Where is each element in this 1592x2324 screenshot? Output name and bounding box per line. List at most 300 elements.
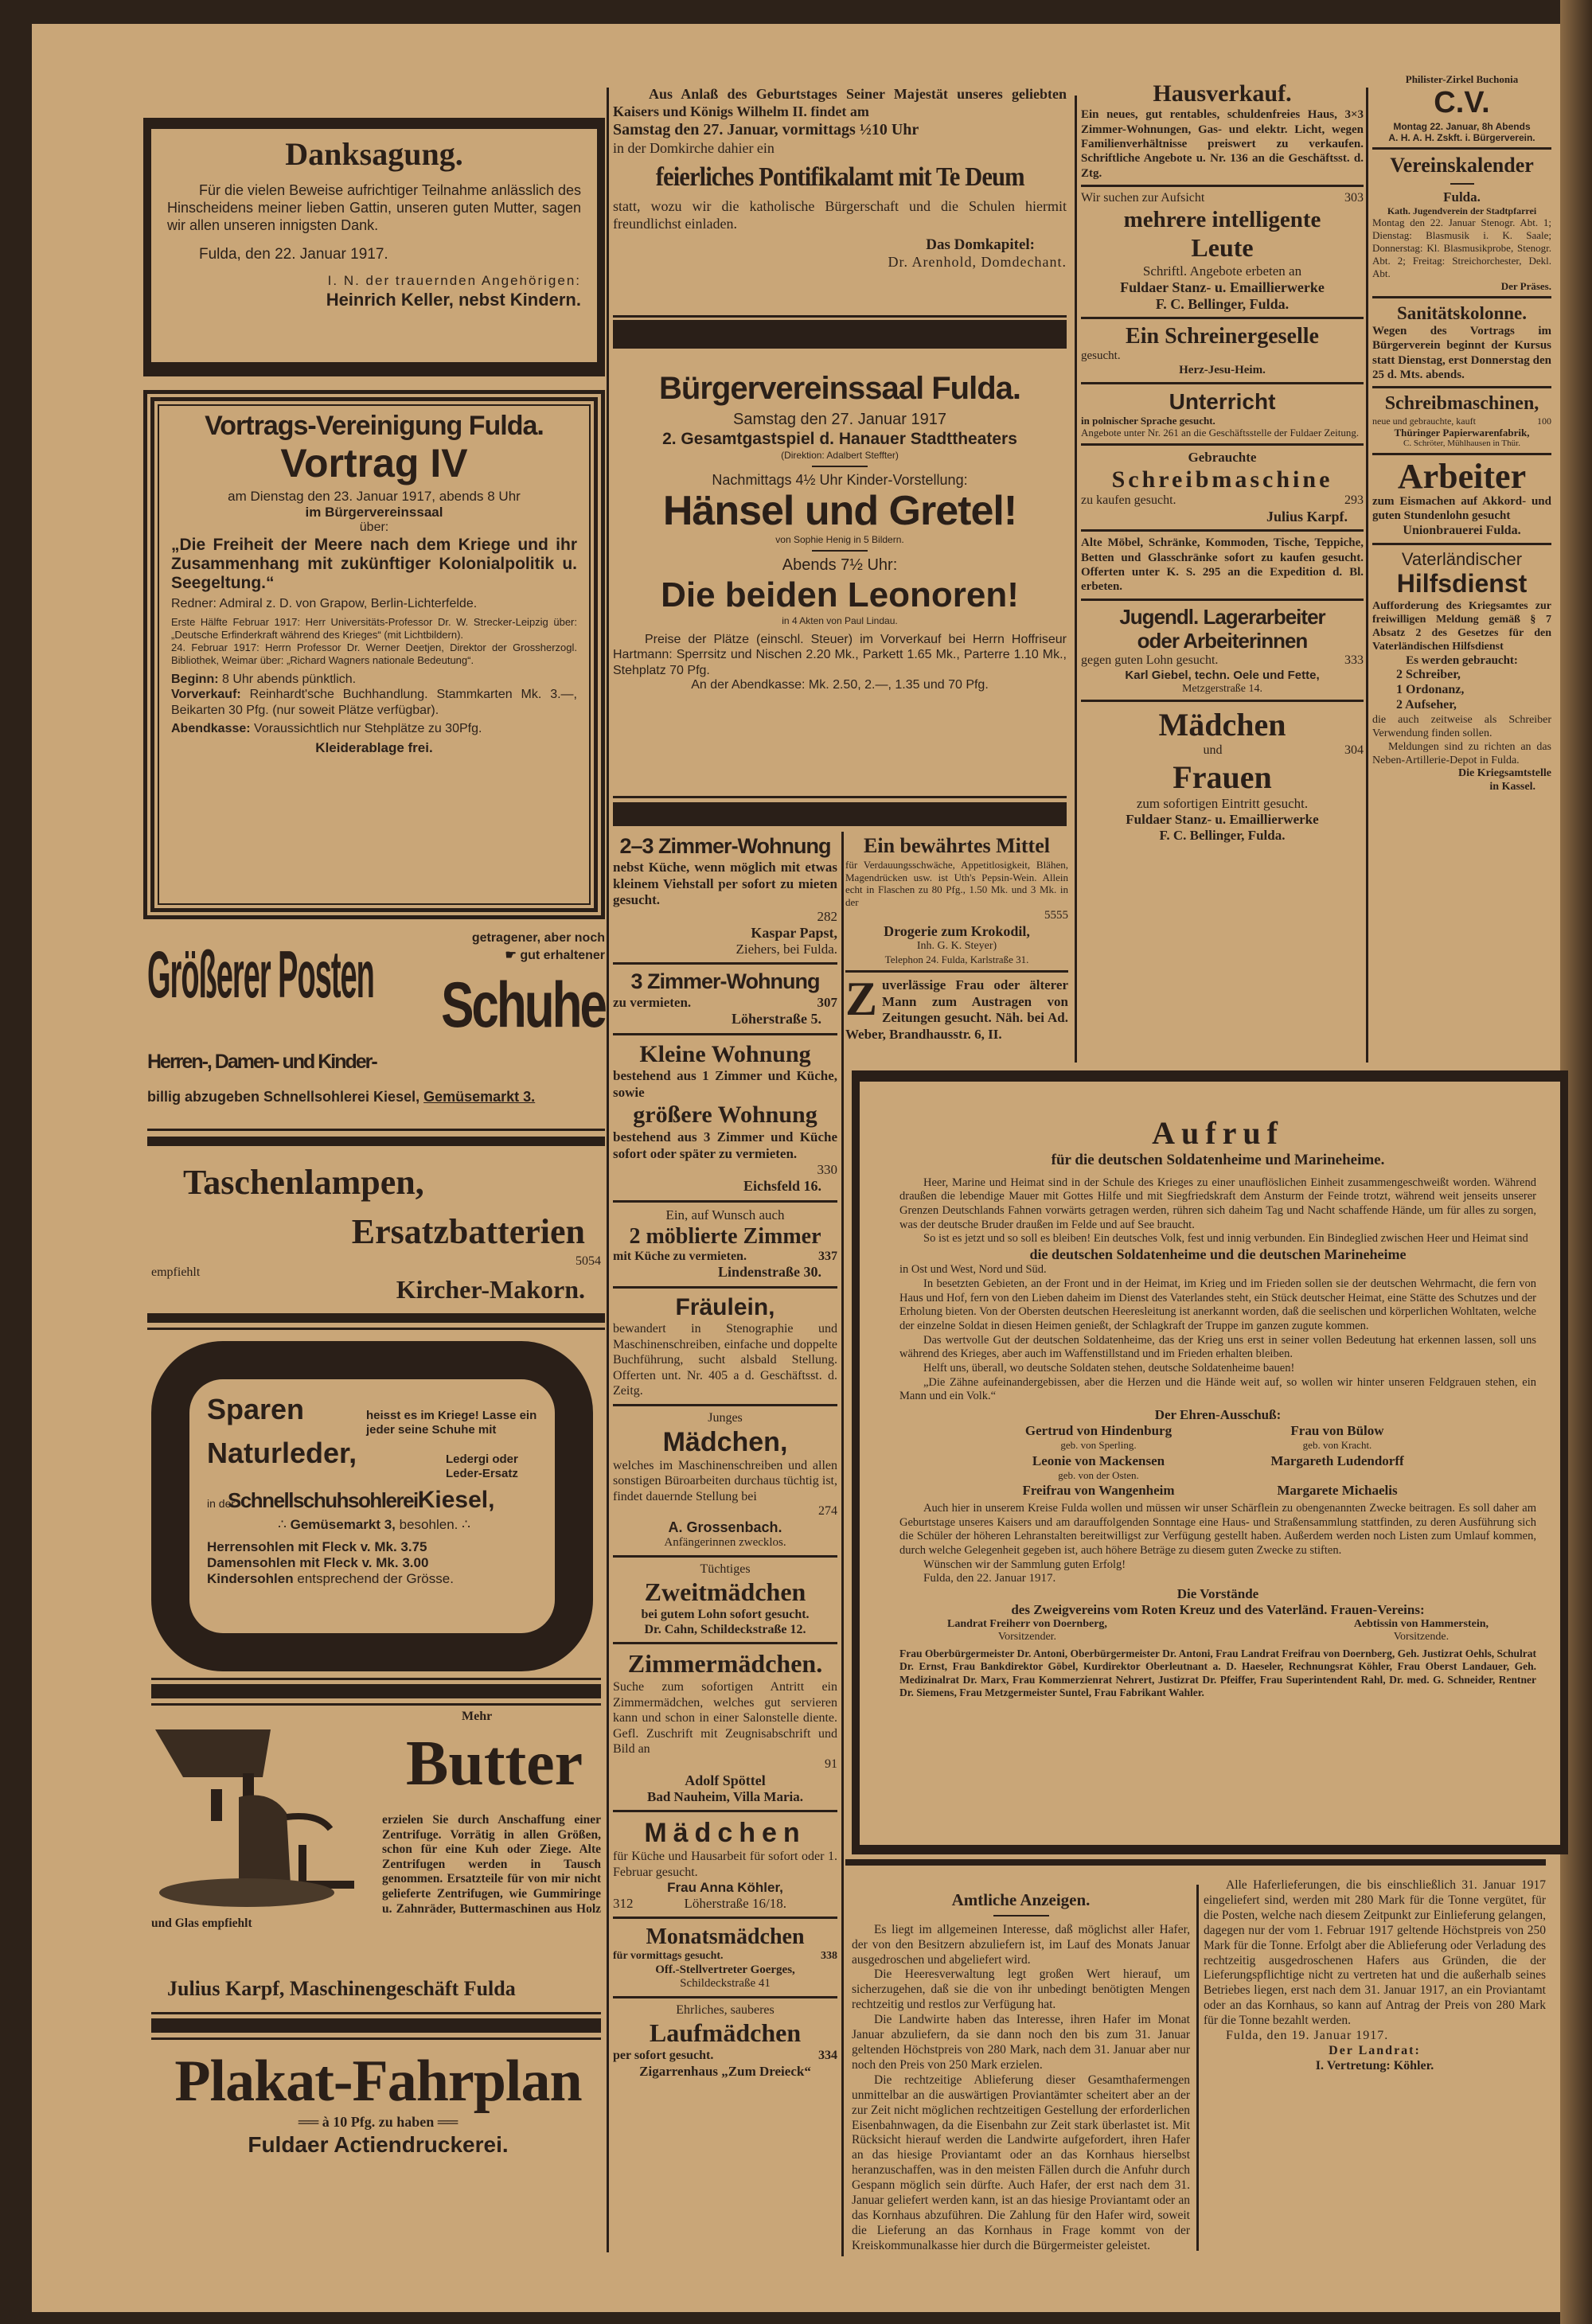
vortrag-org: Vortrags-Vereinigung Fulda.	[205, 411, 544, 441]
ad-number: 307	[817, 995, 837, 1011]
schuhe-ad	[147, 931, 605, 1122]
danksagung-signoff: I. N. der trauernden Angehörigen:	[327, 273, 581, 289]
taschenlampen-firm: Kircher-Makorn.	[396, 1275, 585, 1304]
ad-body: zu vermieten.	[613, 995, 692, 1011]
ad-signature: Dr. Cahn, Schildeckstraße 12.	[644, 1622, 806, 1636]
zeitung-initial: Z	[845, 972, 878, 1025]
ad-title: Fräulein,	[675, 1293, 775, 1320]
amtlich-right	[1204, 1878, 1546, 2074]
column-3	[1081, 80, 1364, 844]
kalender-title: Vereinskalender	[1390, 154, 1534, 177]
ad-title: 2 möblierte Zimmer	[629, 1223, 821, 1249]
kalender-city: Fulda.	[1443, 189, 1481, 205]
sparen-inder: in der	[207, 1496, 236, 1510]
ad-body: zu kaufen gesucht.	[1081, 493, 1176, 508]
divider	[151, 2037, 601, 2040]
classified-ad	[613, 834, 837, 957]
divider	[993, 1915, 1049, 1917]
ad-title: Jugendl. Lagerarbeiter	[1119, 604, 1325, 629]
ad-address: C. Schröter, Mühlhausen in Thür.	[1403, 439, 1520, 449]
ad-title: Laufmädchen	[649, 2018, 802, 2047]
butter-body: erzielen Sie durch Anschaffung einer Zentrifuge. Vorrätig in allen Größen, schon für eine Kuh oder Ziege. Alte Zentrifugen werden in Tausch genommen. Ersatzteile für von mir nicht gelieferte Zentrifugen, wie Gummiringe u. Zahnräder, Buttermaschinen aus Holz und Glas empfiehlt	[151, 1813, 601, 1931]
pointing-hand-icon: ☛	[505, 949, 521, 962]
divider	[613, 1555, 837, 1558]
sparen-address: Gemüsemarkt 3,	[290, 1517, 396, 1533]
ad-number: 333	[1344, 653, 1364, 667]
divider	[1372, 453, 1551, 455]
kaiser-sig-1: Das Domkapitel:	[926, 236, 1035, 253]
mittel-ad	[845, 834, 1068, 1043]
ad-need: Es werden gebraucht:	[1406, 653, 1518, 667]
ad-body-2: Angebote unter Nr. 261 an die Geschäftsstelle der Fuldaer Zeitung.	[1081, 427, 1360, 439]
cv-arc-text: Philister-Zirkel Buchonia	[1405, 73, 1519, 85]
schuhe-line: Herren-, Damen- und Kinder-	[147, 1051, 377, 1073]
column-divider	[841, 832, 844, 2256]
divider	[812, 466, 868, 467]
ad-signature: Herz-Jesu-Heim.	[1179, 363, 1266, 376]
ad-body: Suche zum sofortigen Antritt ein Zimmermädchen, welches gut servieren kann und schon in einer Salonstelle diente. Gefl. Zuschrift mit Zeugnisabschrift und Bild an	[613, 1680, 837, 1757]
classified-ad	[613, 1649, 837, 1804]
ad-title: Mädchen	[644, 1817, 806, 1848]
schuhe-sub: billig abzugeben Schnellsohlerei Kiesel,	[147, 1089, 420, 1105]
divider	[613, 1917, 837, 1919]
theater-ad	[613, 370, 1067, 693]
divider	[613, 1404, 837, 1406]
ad-title: Schreibmaschinen,	[1384, 393, 1539, 415]
column-divider	[607, 88, 609, 2252]
ad-number: 282	[817, 909, 837, 925]
classified-ad	[613, 2003, 837, 2080]
ad-body: Wegen des Vortrags im Bürgerverein beginnt der Kursus statt Dienstag, erst Donnerstag den 25 d. Mts. abends.	[1372, 325, 1551, 381]
ad-body: zum Eismachen auf Akkord- und guten Stundenlohn gesucht	[1372, 495, 1551, 523]
hausverkauf-ad	[1081, 80, 1364, 181]
sanitaet-ad	[1372, 302, 1551, 382]
hilfsdienst-ad	[1372, 549, 1551, 794]
divider	[147, 1328, 605, 1330]
sparen-ledergi: Ledergi oder	[446, 1452, 518, 1467]
ad-body: gegen guten Lohn gesucht.	[1081, 653, 1219, 667]
kaiser-sig-2: Dr. Arenhold, Domdechant.	[888, 254, 1067, 271]
committee-list	[979, 1423, 1457, 1499]
mittel-body: für Verdauungsschwäche, Appetitlosigkeit, Blähen, Magendrücken usw. ist Uth's Pepsin-Wein. Allein echt in Flaschen zu 80 Pfg., 1.50 Mk. und 3 Mk. in der	[845, 858, 1068, 909]
taschenlampen-empfiehlt: empfiehlt	[151, 1265, 201, 1279]
ad-title: Mädchen	[1158, 707, 1286, 743]
theater-evening: Abends 7½ Uhr:	[782, 556, 898, 575]
theater-gastspiel: 2. Gesamtgastspiel d. Hanauer Stadttheaters	[662, 429, 1017, 448]
price-kinder-label: Kindersohlen	[207, 1571, 294, 1587]
ad-title: Kleine Wohnung	[639, 1040, 811, 1067]
amtlich-paragraph: Alle Haferlieferungen, die bis einschließlich 31. Januar 1917 eingeliefert sind, werden mit 280 Mark für die Tonne vergütet, für die Posten, welche nach diesem Zeitpunkt zur Einlieferung gelangen, dagegen nur der vom 1. Februar 1917 geltende Höchstpreis von 250 Mark für die Tonne. Erfolgt aber die Ablieferung oder Verladung des rechtzeitig ausgedroschenen Hafers aus Gründen, die der Lieferungspflichtige nicht zu vertreten hat und die außerhalb seines Betriebes liegen, erst nach dem 31. Januar 1917, an ein Proviantamt oder an das Kornhaus, so kann auf Antrag der Preis von 280 Mark für die Tonne bezahlt werden.	[1204, 1878, 1546, 2028]
taschenlampen-line-2: Ersatzbatterien	[351, 1212, 585, 1251]
ad-and: und	[1203, 743, 1223, 758]
danksagung-name: Heinrich Keller, nebst Kindern.	[326, 289, 581, 310]
danksagung-body: Für die vielen Beweise aufrichtiger Teilnahme anlässlich des Hinscheidens meiner lieben Gattin, unseren guten Mutter, sagen wir allen unseren innigsten Dank.	[167, 182, 581, 234]
theater-play-1: Hänsel und Gretel!	[662, 487, 1017, 534]
zeitung-body: uverlässige Frau oder älterer Mann zum Austragen von Zeitungen gesucht. Näh. bei Ad. Weber, Brandhausstr. 6, II.	[845, 977, 1068, 1043]
divider	[613, 1996, 837, 1998]
ad-body: gesucht.	[1081, 349, 1121, 363]
committee-title: Der Ehren-Ausschuß:	[1154, 1407, 1282, 1423]
ad-number: 91	[825, 1757, 837, 1771]
divider-bar	[151, 1684, 601, 1698]
classified-ad	[613, 1924, 837, 1991]
vortrag-ueber: über:	[359, 521, 389, 535]
theater-direktion: (Direktion: Adalbert Steffter)	[781, 449, 899, 461]
ad-number: 304	[1344, 743, 1364, 758]
taschenlampen-line-1: Taschenlampen,	[183, 1163, 424, 1202]
column-divider	[1075, 96, 1077, 1063]
schuhe-address: Gemüsemarkt 3.	[423, 1089, 536, 1105]
moebel-ad: Alte Möbel, Schränke, Kommoden, Tische, Teppiche, Betten und Glasschränke sofort zu kaufen gesucht. Offerten unter K. S. 295 an die Expedition d. Bl. erbeten.	[1081, 536, 1364, 594]
schreiner-ad	[1081, 323, 1364, 377]
ad-title: Hausverkauf.	[1153, 80, 1292, 107]
ad-body: mit Küche zu vermieten.	[613, 1249, 747, 1263]
ad-title: 2–3 Zimmer-Wohnung	[619, 834, 831, 858]
vortrag-next-2: 24. Februar 1917: Herrn Professor Dr. Werner Deetjen, Direktor der Grossherzogl. Bibliothek, Weimar über: „Richard Wagners nationale Bedeutung“.	[171, 641, 577, 666]
plakat-ad: Plakat-Fahrplan ══ à 10 Pfg. zu haben ══ Fuldaer Actiendruckerei.	[151, 2049, 605, 2158]
cv-where: A. H. A. H. Zskft. i. Bürgerverein.	[1388, 132, 1535, 144]
ad-signature: Fuldaer Stanz- u. Emaillierwerke	[1120, 279, 1325, 295]
kalender-body: Montag den 22. Januar Stenogr. Abt. 1; Dienstag: Blasmusik i. K. Saale; Donnerstag: Kl. Blasmusikprobe, Stenogr. Abt. 2; Freitag: Streichorchester, Dekl. Abt.	[1372, 216, 1551, 279]
ad-title: Unterricht	[1169, 388, 1276, 414]
plakat-title: Plakat-Fahrplan	[174, 2049, 582, 2114]
aufruf-date: Fulda, den 22. Januar 1917.	[923, 1571, 1056, 1585]
abendkasse-text: Voraussichtlich nur Stehplätze zu 30Pfg.	[254, 722, 482, 736]
schreibmaschinen-ad	[1372, 392, 1551, 449]
danksagung-ad	[167, 135, 581, 310]
ad-signature: Kaspar Papst,	[751, 925, 837, 942]
ad-signature: Karl Giebel, techn. Oele und Fette,	[1125, 668, 1320, 682]
classified-ad	[613, 1411, 837, 1550]
divider	[1450, 183, 1474, 185]
ad-address: Lindenstraße 30.	[717, 1264, 821, 1281]
kaiser-title: feierliches Pontifikalamt mit Te Deum	[655, 162, 1024, 192]
ad-number: 293	[1344, 493, 1364, 508]
divider	[613, 1642, 837, 1644]
aufruf-paragraph: in Ost und West, Nord und Süd.	[899, 1263, 1047, 1277]
aufruf-title: Aufruf	[1152, 1115, 1284, 1151]
schreibmaschine-ad	[1081, 450, 1364, 526]
ad-number: 338	[821, 1950, 837, 1963]
ad-number: 337	[818, 1249, 837, 1263]
ad-number: 303	[1344, 190, 1364, 205]
amtlich-paragraph: Die rechtzeitige Ablieferung dieser Gesamthafermengen unmittelbar an die auswärtigen Proviantämter scheitert aber an der zur Zeit nicht möglichen rechtzeitigen Gestellung der erforderlichen Eisenbahnwagen, da die Eisenbahn zur Zeit stark überlastet ist. Mit Rücksicht hierauf werden die Landwirte aufgefordert, ihren Hafer an das hiesige Proviantamt oder an das Kornhaus hierselbst heranzuschaffen, was in den meisten Fällen durch die Anfuhr durch Gespann möglich sein dürfte. Auch Hafer, der erst nach dem 31. Januar geliefert werden kann, ist an das hiesige Proviantamt oder an das Kornhaus abzuführen. Die Zahlung für den Hafer wird, soweit die Lieferung an das Kornhaus in Frage kommt von der Kreiskommunalkasse hier durch die Bürgermeister geleistet.	[852, 2072, 1190, 2252]
aufruf-members: Frau Oberbürgermeister Dr. Antoni, Oberbürgermeister Dr. Antoni, Frau Landrat Freifrau von Doernberg, Geh. Justizrat Oehls, Schulrat Dr. Ernst, Frau Bankdirektor Göbel, Kurdirektor Oberleutnant a. D. Haeseler, Rechnungsrat Köhler, Frau Oberst Landauer, Geh. Medizinalrat Dr. Marx, Frau Kommerzienrat Nehrert, Justizrat Dr. Pfeiffer, Frau Superintendent Rahl, Dr. med. G. Schneider, Rentner Dr. Siemens, Frau Metzgermeister Suntel, Frau Fabrikant Wahler.	[899, 1647, 1536, 1699]
ad-title: Arbeiter	[1397, 457, 1527, 497]
vortrag-topic: „Die Freiheit der Meere nach dem Kriege und ihr Zusammenhang mit zukünftiger Kolonialpolitik u. Seegeltung.“	[171, 536, 577, 593]
cv-title: C.V.	[1434, 86, 1490, 120]
ad-signature-2: in Kassel.	[1489, 780, 1535, 793]
kaiser-date: Samstag den 27. Januar, vormittags ½10 Uhr	[613, 120, 919, 138]
butter-ad	[151, 1710, 601, 2012]
kaiser-body-2: statt, wozu wir die katholische Bürgerschaft und die Schulen hiermit freundlichst einladen.	[613, 197, 1067, 232]
aufruf-paragraph: Helft uns, überall, wo deutsche Soldaten stehen, deutsche Soldatenheime bauen!	[923, 1362, 1295, 1375]
classified-ad	[613, 1040, 837, 1195]
ad-title: 3 Zimmer-Wohnung	[630, 969, 820, 994]
divider	[1081, 317, 1364, 319]
divider	[845, 970, 1068, 973]
divider-bar	[151, 2018, 601, 2033]
ad-title: Schreibmaschine	[1111, 466, 1333, 493]
sparen-besohlen: besohlen.	[399, 1517, 458, 1533]
kaiser-body: Aus Anlaß des Geburtstages Seiner Majestät unseres geliebten Kaisers und Königs Wilhelm II. findet am	[613, 86, 1067, 119]
kaiser-place: in der Domkirche dahier ein	[613, 139, 775, 156]
ad-body-3: Meldungen sind zu richten an das Neben-Artillerie-Depot in Fulda.	[1372, 741, 1551, 767]
ad-signature-2: F. C. Bellinger, Fulda.	[1155, 296, 1290, 312]
beginn-label: Beginn:	[171, 672, 219, 686]
ad-signature: Unionbrauerei Fulda.	[1403, 523, 1521, 537]
ad-pre: Ein, auf Wunsch auch	[665, 1207, 785, 1222]
amtlich-left	[852, 1890, 1190, 2252]
aufruf-board-names: des Zweigvereins vom Roten Kreuz und des Vaterländ. Frauen-Vereins:	[1011, 1601, 1425, 1617]
divider	[613, 1286, 837, 1289]
schuhe-note-2: gut erhaltener	[520, 949, 605, 962]
butter-firm: Julius Karpf, Maschinengeschäft Fulda	[167, 1977, 516, 2000]
ad-title-2: größere Wohnung	[633, 1102, 817, 1129]
theater-date: Samstag den 27. Januar 1917	[733, 411, 946, 429]
divider	[151, 1678, 601, 1680]
committee-member: Freifrau von Wangenheim	[1022, 1482, 1175, 1498]
ad-address: Eichsfeld 16.	[743, 1178, 821, 1195]
frauen-ad	[1081, 706, 1364, 844]
divider	[613, 1200, 837, 1203]
ad-pre: Wir suchen zur Aufsicht	[1081, 190, 1205, 205]
ad-body: zum sofortigen Eintritt gesucht.	[1136, 796, 1309, 812]
amtlich-paragraph: Die Landwirte haben das Interesse, ihren Hafer im Monat Januar abzuliefern, da sie dann noch den bis zum 31. Januar geltenden Höchstpreis von 280 Mark, nach dem 31. Januar aber nur noch den Preis von 250 Mark erzielen.	[852, 2013, 1190, 2072]
theater-play-2: Die beiden Leonoren!	[661, 575, 1019, 614]
classified-ad	[613, 1207, 837, 1281]
ad-title: Zweitmädchen	[644, 1577, 806, 1606]
committee-member: Leonie von Mackensen geb. von der Osten.	[1032, 1452, 1165, 1481]
ad-signature: Fuldaer Stanz- u. Emaillierwerke	[1126, 812, 1319, 828]
divider-bar	[613, 320, 1067, 349]
ad-body: für Küche und Hausarbeit für sofort oder 1. Februar gesucht.	[613, 1849, 837, 1879]
ad-body-2: bestehend aus 3 Zimmer und Küche sofort oder später zu vermieten.	[613, 1129, 837, 1161]
vortrag-next-1: Erste Hälfte Februar 1917: Herr Universitäts-Professor Dr. W. Strecker-Leipzig über: „Deutsche Erfinderkraft während des Krieges“ (mit Lichtbildern).	[171, 616, 577, 641]
divider	[1372, 296, 1551, 298]
signature-right: Aebtissin von Hammerstein,	[1353, 1617, 1489, 1630]
divider	[1372, 386, 1551, 388]
abendkasse-label: Abendkasse:	[171, 722, 251, 736]
cv-ad	[1372, 73, 1551, 143]
amtlich-date: Fulda, den 19. Januar 1917.	[1226, 2029, 1389, 2043]
ad-body: nebst Küche, wenn möglich mit etwas kleinem Viehstall per sofort zu mieten gesucht.	[613, 859, 837, 908]
signature-left: Landrat Freiherr von Doernberg,	[947, 1617, 1107, 1630]
ad-signature-2: F. C. Bellinger, Fulda.	[1159, 828, 1286, 844]
ad-signature: Thüringer Papierwarenfabrik,	[1394, 426, 1530, 439]
column-4	[1372, 73, 1551, 794]
ad-title-2: Leute	[1191, 232, 1254, 262]
ad-number: 274	[818, 1504, 837, 1519]
aufruf-notice	[899, 1114, 1536, 1700]
ad-signature: A. Grossenbach.	[668, 1519, 782, 1536]
divider	[613, 315, 1067, 318]
leute-ad	[1081, 191, 1364, 313]
ad-body: bestehend aus 1 Zimmer und Küche, sowie	[613, 1067, 837, 1100]
ad-title-2: oder Arbeiterinnen	[1137, 629, 1308, 653]
amtlich-paragraph: Es liegt im allgemeinen Interesse, daß möglichst aller Hafer, der von den Besitzern abzuliefern ist, im Lauf des Monats Januar ausgedroschen und abgeliefert wird.	[852, 1922, 1190, 1967]
butter-pre: Mehr	[462, 1710, 493, 1723]
amtlich-sig-2: I. Vertretung: Köhler.	[1315, 2058, 1434, 2072]
plakat-firm: Fuldaer Actiendruckerei.	[248, 2131, 509, 2157]
schuhe-headline: Größerer Posten	[147, 939, 374, 1013]
vortrag-when: am Dienstag den 23. Januar 1917, abends 8 Uhr	[228, 489, 521, 505]
signature-left-role: Vorsitzender.	[997, 1631, 1057, 1644]
divider	[1081, 382, 1364, 384]
schuhe-note-1: getragener, aber noch	[471, 931, 605, 945]
ad-signature: Die Kriegsamtstelle	[1457, 767, 1551, 780]
divider	[1081, 443, 1364, 446]
ad-address: Ziehers, bei Fulda.	[736, 942, 837, 957]
kalender-sig: Der Präses.	[1500, 279, 1551, 292]
committee-member: Gertrud von Hindenburg geb. von Sperling.	[1024, 1423, 1173, 1452]
ad-title-2: Hilfsdienst	[1396, 569, 1528, 599]
cv-when: Montag 22. Januar, 8h Abends	[1393, 121, 1531, 133]
ad-address: Metzgerstraße 14.	[1181, 682, 1263, 695]
price-herren: Herrensohlen mit Fleck v. Mk. 3.75	[207, 1539, 427, 1555]
need-item: 2 Schreiber,	[1396, 668, 1461, 682]
ad-body: bei gutem Lohn sofort gesucht.	[641, 1607, 810, 1621]
mittel-address: Telephon 24. Fulda, Karlstraße 31.	[884, 953, 1029, 965]
sparen-word: Sparen	[207, 1393, 305, 1425]
ad-number: 330	[817, 1162, 837, 1178]
vortrag-speaker: Redner: Admiral z. D. von Grapow, Berlin-Lichterfelde.	[171, 596, 478, 610]
taschenlampen-number: 5054	[576, 1254, 601, 1268]
ad-title-2: Frauen	[1173, 759, 1272, 796]
price-kinder: entsprechend der Grösse.	[297, 1571, 454, 1587]
price-damen: Damensohlen mit Fleck v. Mk. 3.00	[207, 1555, 429, 1571]
divider	[1081, 185, 1364, 187]
divider	[151, 2012, 601, 2014]
ad-note: Anfängerinnen zwecklos.	[664, 1536, 786, 1550]
classified-ad	[613, 1562, 837, 1637]
divider	[147, 1129, 605, 1131]
ad-number: 312	[613, 1896, 634, 1912]
naturleder-word: Naturleder,	[207, 1437, 357, 1470]
sparen-firm: Schnellschuhsohlerei	[228, 1488, 418, 1512]
ad-pre: Gebrauchte	[1188, 449, 1257, 465]
divider	[613, 1033, 837, 1035]
theater-play-2-author: in 4 Akten von Paul Lindau.	[782, 615, 898, 627]
classified-ad	[613, 969, 837, 1027]
divider	[613, 1810, 837, 1812]
ad-body-2: die auch zeitweise als Schreiber Verwendung finden sollen.	[1372, 713, 1551, 739]
danksagung-title: Danksagung.	[285, 136, 463, 172]
ad-title: mehrere intelligente	[1123, 206, 1321, 232]
plakat-price: à 10 Pfg. zu haben	[322, 2114, 435, 2131]
ad-address: Löherstraße 5.	[732, 1011, 821, 1027]
mittel-owner: Inh. G. K. Steyer)	[916, 940, 997, 953]
divider	[812, 550, 868, 552]
mittel-signature: Drogerie zum Krokodil,	[884, 922, 1030, 939]
lager-ad	[1081, 605, 1364, 696]
ad-title: Zimmermädchen.	[627, 1649, 823, 1679]
sparen-ad: Sparen heisst es im Kriege! Lasse ein jeder seine Schuhe mit Naturleder, Ledergi oder Leder-Ersatz in derSchnellschuhsohlereiKiesel, ∴ Gemüsemarkt 3, besohlen. ∴ Herrensohlen mit Fleck v. Mk. 3.75 Damensohlen mit Fleck v. Mk. 3.00 Kindersohlen entsprechend der Grösse.	[207, 1393, 541, 1587]
ad-title: Vaterländischer	[1401, 548, 1523, 569]
ad-signature: Julius Karpf.	[1266, 509, 1348, 525]
ad-pre: Ehrliches, sauberes	[676, 2003, 775, 2018]
ad-title: Mädchen,	[662, 1426, 788, 1457]
ad-address: Löherstraße 16/18.	[684, 1896, 786, 1912]
ad-signature: Adolf Spöttel	[685, 1772, 766, 1788]
theater-afternoon: Nachmittags 4½ Uhr Kinder-Vorstellung:	[712, 471, 968, 488]
ad-body: Schriftl. Angebote erbeten an	[1142, 263, 1302, 279]
butter-title: Butter	[406, 1729, 583, 1799]
small-ads-column	[613, 834, 837, 2080]
kaiser-ad	[613, 86, 1067, 271]
signature-right-role: Vorsitzende.	[1393, 1631, 1450, 1644]
ad-pre: Junges	[708, 1410, 743, 1425]
ad-address: Schildeckstraße 41	[680, 1977, 771, 1991]
taschenlampen-ad	[151, 1146, 601, 1313]
mittel-title: Ein bewährtes Mittel	[864, 834, 1050, 857]
ad-body: bewandert in Stenographie und Maschinenschreiben, einfache und doppelte Buchführung, sucht alsbald Stellung. Offerten unt. Nr. 405 a d. Geschäftsst. d. Zeitg.	[613, 1322, 837, 1398]
aufruf-paragraph: Auch hier in unserem Kreise Fulda wollen und müssen wir unser Schärflein zu obengenannten Zwecke beitragen. Es soll daher am Geburtstage unseres Kaisers und am darauffolgenden Sonntage eine Haus- und Straßensammlung stattfinden, zu deren Ausführung sich die Schüler der höheren Lehranstalten bereitwilligst zur Verfügung gestellt haben. Außerdem werden noch Listen zum Umlauf kommen, durch welche Gelegenheit gegeben ist, auch höhere Beträge zu diesem guten Zwecke zu stiften.	[899, 1501, 1536, 1558]
ad-signature: Frau Anna Köhler,	[667, 1880, 783, 1896]
sparen-text: heisst es im Kriege! Lasse ein jeder seine Schuhe mit	[366, 1409, 537, 1437]
vortrag-ad	[171, 410, 577, 756]
aufruf-paragraph: „Die Zähne aufeinandergebissen, aber die Herzen und die Hände weit auf, so wollen wir hinter unseren Feldgrauen stehen, ein Mann und ein Volk.“	[899, 1375, 1536, 1403]
ad-title: Ein Schreinergeselle	[1126, 324, 1319, 349]
ad-body: Aufforderung des Kriegsamtes zur freiwilligen Meldung gemäß § 7 Absatz 2 des Gesetzes für den Vaterländischen Hilfsdienst	[1372, 600, 1551, 653]
aufruf-board: Die Vorstände	[1176, 1585, 1259, 1601]
divider	[1372, 147, 1551, 150]
schuhe-big: Schuhe	[441, 969, 605, 1042]
theater-box-office: An der Abendkasse: Mk. 2.50, 2.—, 1.35 und 70 Pfg.	[691, 678, 989, 692]
amtlich-sig-1: Der Landrat:	[1329, 2043, 1421, 2057]
mittel-number: 5555	[1044, 909, 1068, 922]
vortrag-where: im Bürgervereinssaal	[305, 505, 443, 521]
divider	[1081, 529, 1364, 532]
classified-ad	[613, 1817, 837, 1912]
aufruf-wish: Wünschen wir der Sammlung guten Erfolg!	[923, 1558, 1126, 1571]
divider	[1372, 543, 1551, 545]
ad-number: 100	[1537, 415, 1551, 427]
theater-play-1-author: von Sophie Henig in 5 Bildern.	[775, 534, 904, 546]
divider-bar	[613, 802, 1067, 826]
danksagung-date: Fulda, den 22. Januar 1917.	[199, 246, 388, 263]
divider-bar	[147, 1137, 605, 1146]
aufruf-paragraph: Das wertvolle Gut der deutschen Soldatenheime, das der Krieg uns erst in seiner vollen Bedeutung hat erkennen lassen, soll uns während des Krieges, aber auch im Waffenstillstand und im Frieden erhalten bleiben.	[899, 1333, 1536, 1361]
aufruf-subtitle: für die deutschen Soldatenheime und Marineheime.	[1051, 1152, 1385, 1169]
classified-ad	[613, 1293, 837, 1399]
ad-title: Monatsmädchen	[646, 1924, 805, 1950]
ad-number: 334	[818, 2048, 837, 2062]
arbeiter-ad	[1372, 459, 1551, 538]
ad-body: in polnischer Sprache gesucht.	[1081, 414, 1215, 427]
vorverkauf-text: Reinhardt'sche Buchhandlung. Stammkarten Mk. 3.—, Beikarten 30 Pfg. (nur soweit Plätze verfügbar).	[171, 688, 577, 717]
ad-pre: Tüchtiges	[700, 1562, 751, 1577]
theater-title: Bürgervereinssaal Fulda.	[659, 371, 1020, 406]
vereinskalender	[1372, 154, 1551, 292]
sparen-kiesel: Kiesel,	[417, 1486, 495, 1513]
divider	[151, 1703, 601, 1706]
ad-address: Bad Nauheim, Villa Maria.	[647, 1788, 803, 1804]
ad-title: Sanitätskolonne.	[1397, 302, 1527, 323]
ad-body: per sofort gesucht.	[613, 2048, 714, 2062]
ad-body: neue und gebrauchte, kauft	[1372, 415, 1476, 427]
aufruf-paragraph: In besetzten Gebieten, an der Front und in der Heimat, im Krieg und im Frieden sollen sie der deutschen Wehrmacht, die fern von Haus und Hof, fern von den Lieben daheim im Dienst des Vaterlandes steht, ein Stück deutscher Heimat, eine Stätte des Schutzes und der Erholung bieten. Von der Obersten deutschen Heeresleitung ist anerkannt worden, daß die seelischen und körperlichen Wohltaten, welche der einzelne Soldat in diesen Heimen genießt, der Schlagkraft der Truppe im ganzen zugute kommen.	[899, 1277, 1536, 1333]
aufruf-highlight: die deutschen Soldatenheime und die deutschen Marineheime	[1029, 1246, 1407, 1263]
amtlich-paragraph: Die Heeresverwaltung legt großen Wert hierauf, um sicherzugehen, daß sie die von ihr unbedingt benötigten Mengen rechtzeitig und restlos zur Verfügung hat.	[852, 1967, 1190, 2012]
vortrag-garderobe: Kleiderablage frei.	[315, 739, 433, 755]
sparen-ersatz: Leder-Ersatz	[446, 1467, 518, 1481]
ad-signature: Off.-Stellvertreter Goerges,	[655, 1963, 795, 1976]
divider	[1081, 599, 1364, 601]
vortrag-title: Vortrag IV	[280, 441, 468, 486]
committee-member: Margareth Ludendorff	[1270, 1452, 1404, 1468]
beginn-text: 8 Uhr abends pünktlich.	[222, 672, 357, 686]
